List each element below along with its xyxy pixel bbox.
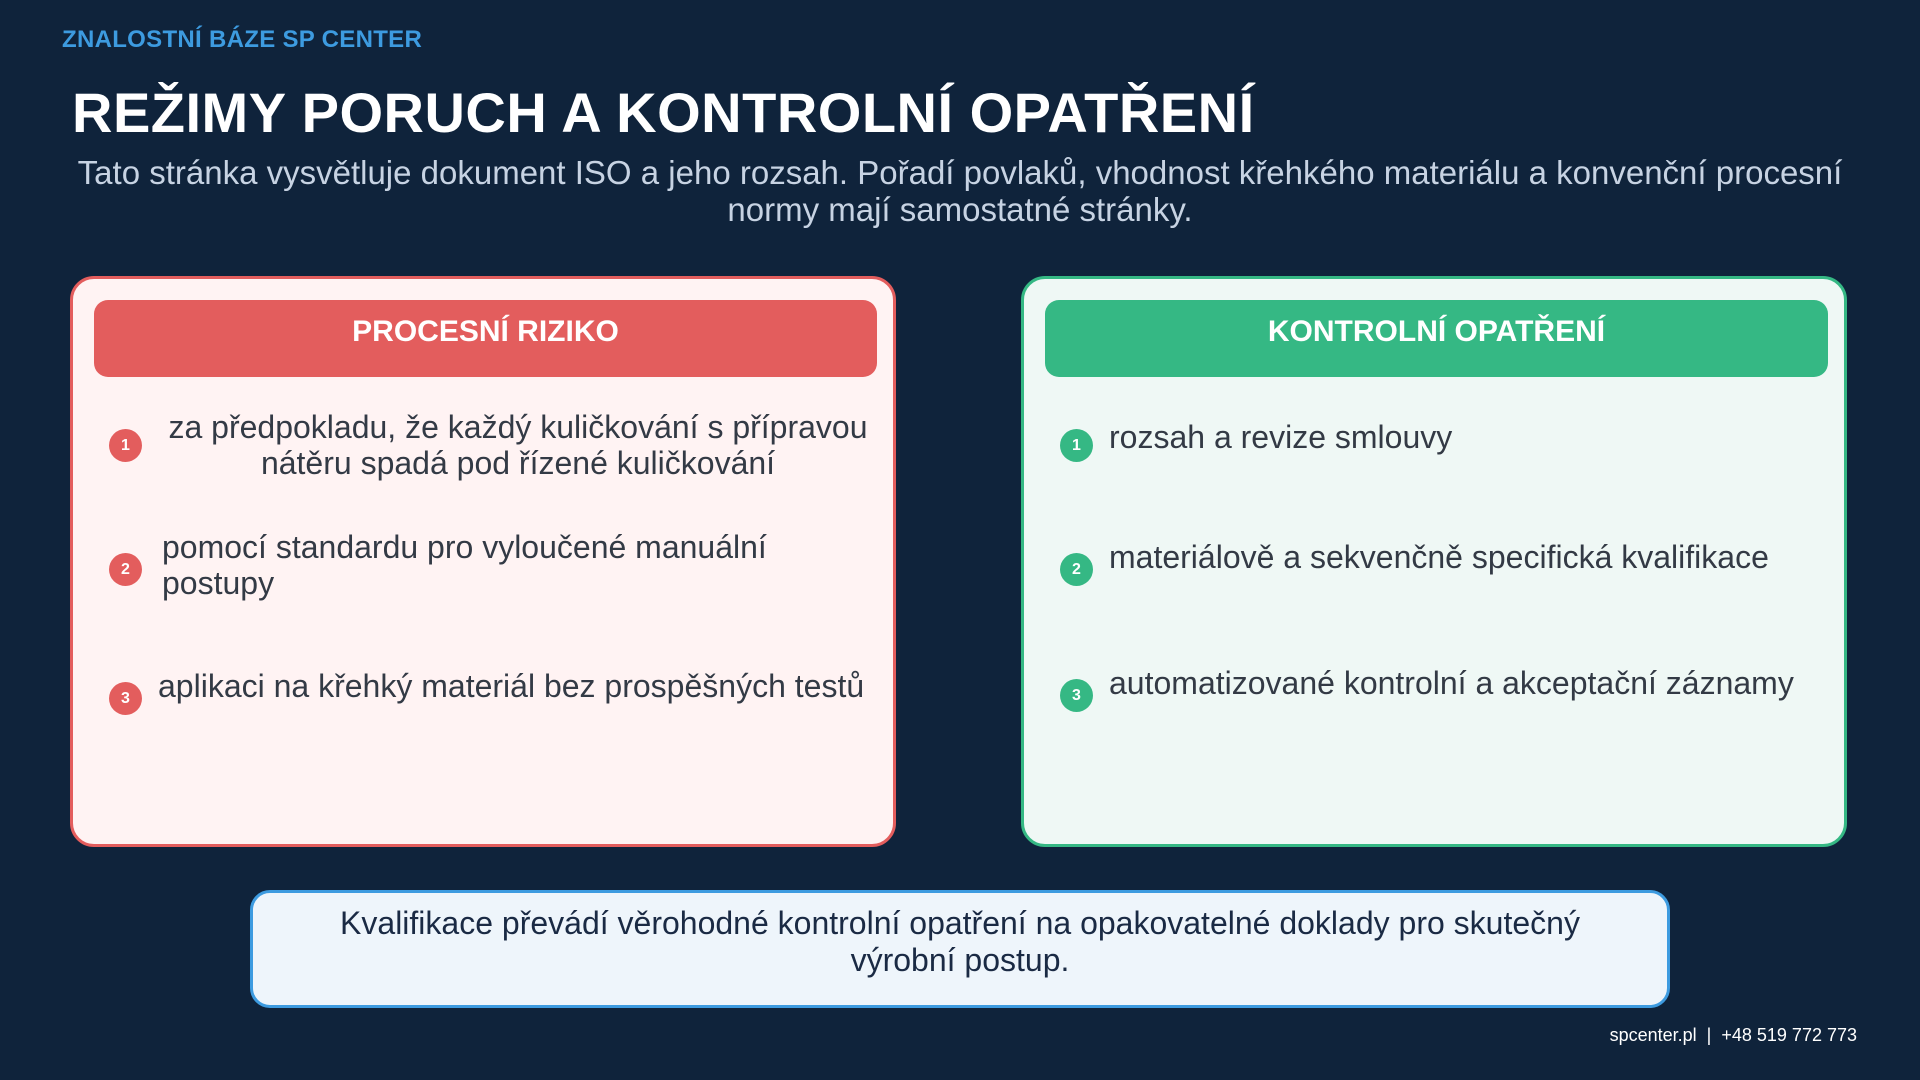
process-risk-panel xyxy=(70,276,896,847)
risk-item-text: za předpokladu, že každý kuličkování s přípravou nátěru spadá pod řízené kuličkování xyxy=(168,409,868,481)
number-badge: 3 xyxy=(109,682,142,715)
control-item-text: materiálově a sekvenčně specifická kvalifikace xyxy=(1109,539,1769,575)
number-badge: 2 xyxy=(109,553,142,586)
contact-info: spcenter.pl | +48 519 772 773 xyxy=(1609,1025,1857,1045)
risk-item-text: aplikaci na křehký materiál bez prospěšných testů xyxy=(158,668,865,704)
risk-item-text: pomocí standardu pro vyloučené manuální postupy xyxy=(162,529,767,601)
number-badge: 1 xyxy=(109,429,142,462)
summary-note: Kvalifikace převádí věrohodné kontrolní opatření na opakovatelné doklady pro skutečný výrobní postup. xyxy=(250,890,1670,1008)
control-measures-panel xyxy=(1021,276,1847,847)
control-item-text: rozsah a revize smlouvy xyxy=(1109,419,1453,455)
brand-label: ZNALOSTNÍ BÁZE SP CENTER xyxy=(62,26,423,53)
page-title: REŽIMY PORUCH A KONTROLNÍ OPATŘENÍ xyxy=(72,81,1255,144)
number-badge: 1 xyxy=(1060,429,1093,462)
number-badge: 3 xyxy=(1060,679,1093,712)
control-measures-header: KONTROLNÍ OPATŘENÍ xyxy=(1045,300,1828,377)
page-subtitle: Tato stránka vysvětluje dokument ISO a jeho rozsah. Pořadí povlaků, vhodnost křehkého materiálu a konvenční procesní normy mají samostatné stránky. xyxy=(77,154,1843,228)
control-item-text: automatizované kontrolní a akceptační záznamy xyxy=(1109,665,1794,701)
process-risk-header: PROCESNÍ RIZIKO xyxy=(94,300,877,377)
number-badge: 2 xyxy=(1060,553,1093,586)
